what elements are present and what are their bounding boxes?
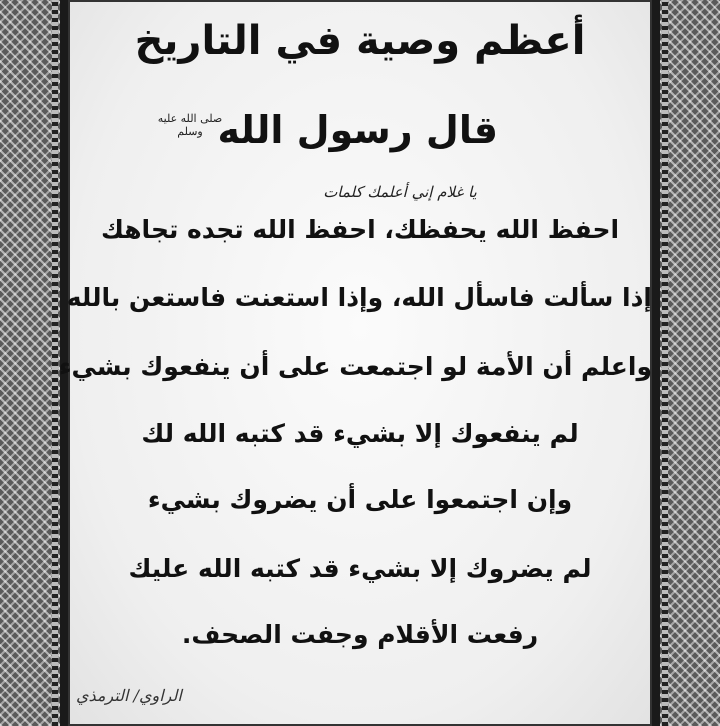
- hadith-line-1: احفظ الله يحفظك، احفظ الله تجده تجاهك: [100, 215, 620, 244]
- right-ornamental-border: [660, 0, 720, 726]
- hadith-line-3: واعلم أن الأمة لو اجتمعت على أن ينفعوك بشيء: [58, 352, 652, 381]
- hadith-line-4: لم ينفعوك إلا بشيء قد كتبه الله لك: [141, 419, 579, 448]
- text-panel: [58, 0, 652, 726]
- hadith-line-5: وإن اجتمعوا على أن يضروك بشيء: [147, 485, 573, 514]
- subtitle-row: [68, 108, 652, 168]
- hadith-line-2: إذا سألت فاسأل الله، وإذا استعنت فاستعن بالله: [66, 283, 652, 312]
- hadith-line-7: رفعت الأقلام وجفت الصحف.: [181, 620, 539, 649]
- left-ornamental-border: [0, 0, 60, 726]
- subtitle: قال رسول الله: [217, 108, 498, 152]
- narrator-attribution: الراوي/ الترمذي: [76, 686, 182, 705]
- honorific-calligraphy: صلى الله عليه وسلم: [157, 112, 223, 138]
- intro-phrase: يا غلام إني أعلمك كلمات: [323, 183, 477, 201]
- page-title: أعظم وصية في التاريخ: [134, 18, 586, 64]
- hadith-line-6: لم يضروك إلا بشيء قد كتبه الله عليك: [128, 554, 592, 583]
